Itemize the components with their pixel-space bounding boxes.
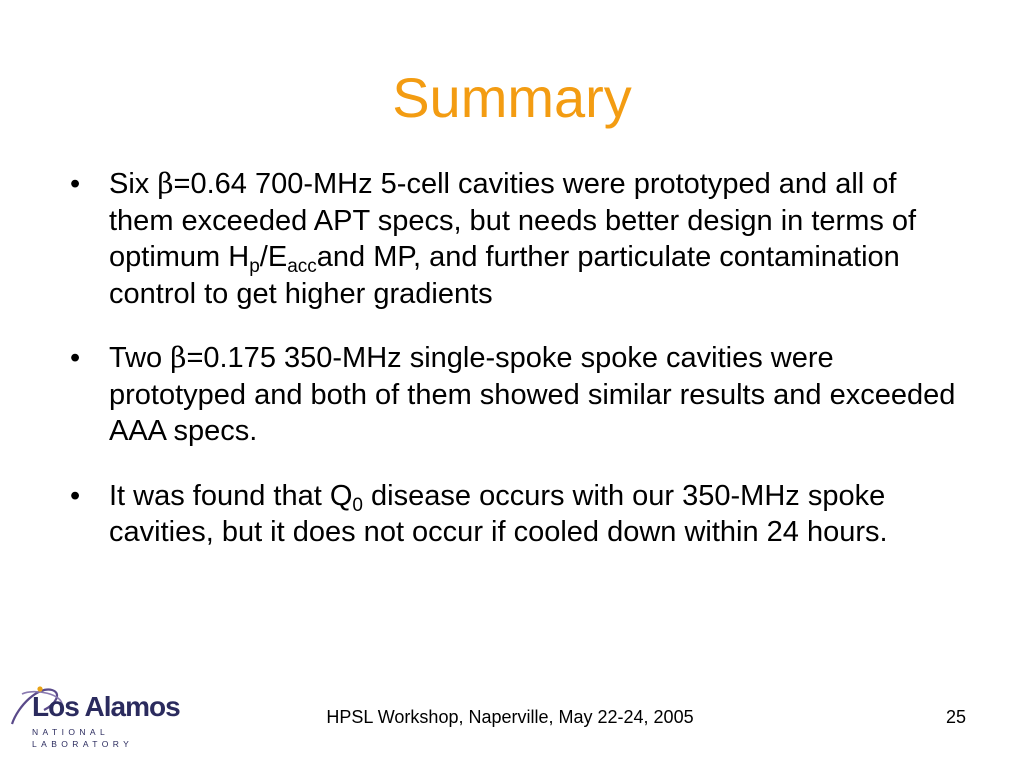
bullet-list xyxy=(68,166,968,579)
beta-symbol: β xyxy=(170,341,187,374)
page-number: 25 xyxy=(945,707,966,727)
bullet-marker: • xyxy=(70,168,81,200)
bullet-item-1: • Six β=0.64 700-MHz 5-cell cavities were prototyped and all of them exceeded APT specs, but needs better design in terms of optimum $H_p/E_{acc}and$ MP, and further particulate contamination control to get higher gradients xyxy=(70,167,917,310)
bullet-item-3: • It was found that $Q_0$ disease occurs with our 350-MHz spoke cavities, but it does not occur if cooled down within 24 hours. xyxy=(70,479,888,548)
footer-text: HPSL Workshop, Naperville, May 22-24, 2005 xyxy=(326,707,694,727)
logo-wordmark: Los Alamos xyxy=(32,691,180,722)
logo-subtitle: NATIONAL LABORATORY xyxy=(32,727,134,749)
beta-symbol: β xyxy=(157,167,174,200)
bullet-marker: • xyxy=(70,342,81,374)
bullet-marker: • xyxy=(70,479,81,512)
bullet-item-2: • Two β=0.175 350-MHz single-spoke spoke cavities were prototyped and both of them showed similar results and exceeded AAA specs. xyxy=(70,341,956,447)
los-alamos-logo xyxy=(4,680,190,752)
slide-title: Summary xyxy=(392,66,632,129)
